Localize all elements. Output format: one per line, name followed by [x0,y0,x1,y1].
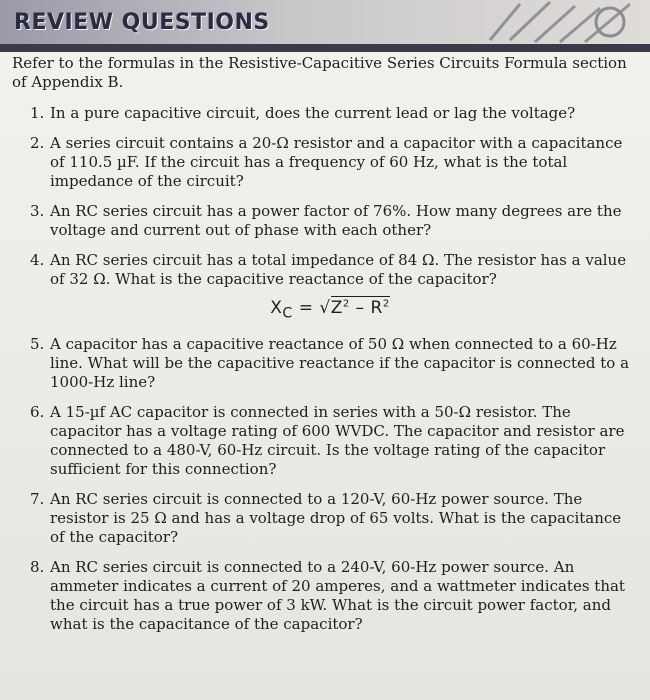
formula-r: R [370,298,383,318]
question-text: An RC series circuit is connected to a 240-V, 60-Hz power source. An ammeter indicates a current of 20 amperes, and a wattmeter indicates that the circuit has a true power of 3 kW. What is the circuit power factor, and what is the capacitance of the capacitor? [50,558,625,634]
question-item [30,558,630,634]
formula-lhs-subscript: C [282,305,293,322]
question-text: A 15-µf AC capacitor is connected in series with a 50-Ω resistor. The capacitor has a voltage rating of 600 WVDC. The capacitor and resistor are connected to a 480-V, 60-Hz circuit. Is the voltage rating of the capacitor sufficient for this connection? [50,403,625,479]
formula-equals: = [298,298,314,318]
question-number: 4. [30,251,45,269]
formula-z-power: 2 [342,298,350,310]
formula-minus: – [355,298,365,318]
question-item [30,104,630,123]
question-number: 3. [30,202,45,220]
question-number: 2. [30,134,45,152]
question-item [30,134,630,191]
header-stripe [0,44,650,52]
page-title: REVIEW QUESTIONS [14,10,270,35]
question-number: 5. [30,335,45,354]
question-item [30,251,630,289]
header-banner [0,0,650,52]
question-item [30,490,630,547]
question-number: 7. [30,490,45,509]
formula-z: Z [330,298,343,318]
question-text: An RC series circuit has a power factor of 76%. How many degrees are the voltage and current out of phase with each other? [50,202,622,239]
intro-text: Refer to the formulas in the Resistive-Capacitive Series Circuits Formula section of Appendix B. [12,54,627,91]
question-text: A capacitor has a capacitive reactance of 50 Ω when connected to a 60-Hz line. What will be the capacitive reactance if the capacitor is connected to a 1000-Hz line? [50,335,630,392]
question-text: An RC series circuit has a total impedance of 84 Ω. The resistor has a value of 32 Ω. What is the capacitive reactance of the capacitor? [50,251,627,288]
question-number: 8. [30,558,45,577]
question-number: 6. [30,403,45,422]
question-text: In a pure capacitive circuit, does the current lead or lag the voltage? [50,104,576,122]
question-list [30,104,630,645]
question-item [30,403,630,479]
question-text: An RC series circuit is connected to a 120-V, 60-Hz power source. The resistor is 25 Ω and has a voltage drop of 65 volts. What is the capacitance of the capacitor? [50,490,622,547]
question-item [30,335,630,392]
capacitive-reactance-formula [30,298,630,321]
question-text: A series circuit contains a 20-Ω resistor and a capacitor with a capacitance of 110.5 µF. If the circuit has a frequency of 60 Hz, what is the total impedance of the circuit? [50,134,623,190]
formula-r-power: 2 [382,298,390,310]
formula-lhs: X [270,298,283,318]
sqrt-icon: √ [319,298,331,318]
question-number: 1. [30,104,45,122]
decorative-graphic-icon [480,0,640,44]
formula-radicand [331,296,390,318]
question-item [30,202,630,240]
